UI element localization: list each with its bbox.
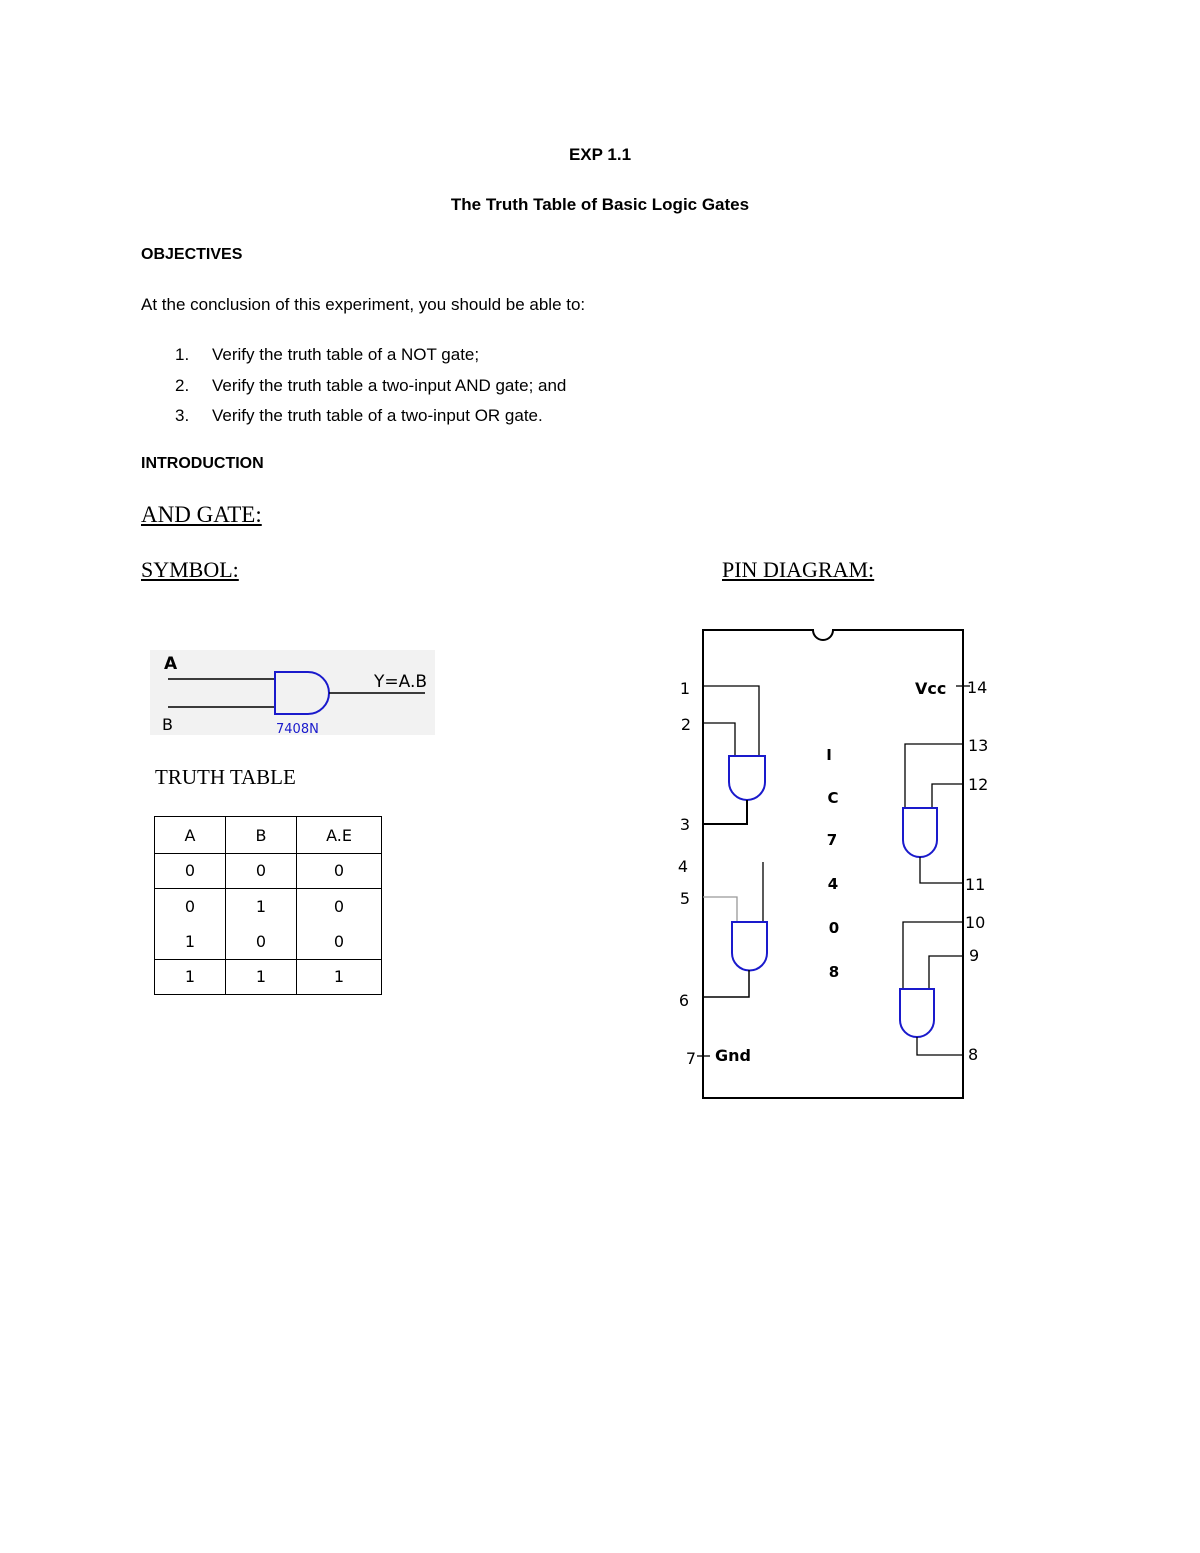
gate-3-body xyxy=(903,808,937,857)
truth-table xyxy=(154,816,382,995)
objective-text: Verify the truth table of a NOT gate; xyxy=(212,345,480,364)
objectives-intro: At the conclusion of this experiment, you should be able to: xyxy=(141,295,586,314)
table-row xyxy=(155,960,382,995)
pin-number: 14 xyxy=(967,678,988,697)
gate-2-body xyxy=(732,922,767,971)
wire-pin-3 xyxy=(703,800,747,824)
left-pin-numbers xyxy=(678,679,696,1068)
objective-item xyxy=(175,406,543,426)
wire-pin-2 xyxy=(703,723,735,756)
objective-number: 1. xyxy=(175,345,190,364)
table-cell-value: 1 xyxy=(255,897,267,916)
table-cell xyxy=(155,889,226,960)
chip-outline xyxy=(703,630,963,1098)
and-gate-heading: AND GATE: xyxy=(141,502,262,527)
pin-diagram xyxy=(670,620,1000,1110)
gate-4-body xyxy=(900,989,934,1037)
table-row-merged xyxy=(155,889,382,960)
introduction-heading: INTRODUCTION xyxy=(141,455,264,472)
pin-number: 12 xyxy=(968,775,989,794)
gate-1-body xyxy=(729,756,765,800)
wire-pin-11 xyxy=(920,857,963,883)
gnd-label: Gnd xyxy=(715,1046,751,1065)
ic-label-char: I xyxy=(826,746,832,764)
pin-number: 4 xyxy=(677,857,689,876)
objective-text: Verify the truth table of a two-input OR gate. xyxy=(212,406,543,425)
gate-1 xyxy=(703,686,765,824)
gate-3 xyxy=(903,744,963,883)
pin-number: 10 xyxy=(965,913,986,932)
symbol-input-a-label: A xyxy=(164,654,178,674)
vcc-label: Vcc xyxy=(915,679,947,698)
objective-item xyxy=(175,345,479,365)
pin-number: 11 xyxy=(965,875,986,894)
table-cell: 0 xyxy=(297,854,382,889)
table-cell: 1 xyxy=(297,960,382,995)
symbol-heading: SYMBOL: xyxy=(141,557,239,582)
table-row xyxy=(155,854,382,889)
symbol-input-b-label: B xyxy=(162,715,173,734)
wire-pin-1 xyxy=(703,686,759,756)
and-gate-symbol xyxy=(150,645,440,740)
pin-number: 13 xyxy=(968,736,989,755)
right-pin-numbers xyxy=(965,678,988,1064)
table-cell: 0 xyxy=(155,854,226,889)
pin-number: 8 xyxy=(968,1045,979,1064)
ic-label xyxy=(826,746,839,981)
ic-label-char: 4 xyxy=(827,875,839,893)
header-cell: B xyxy=(226,817,297,854)
objective-item xyxy=(175,376,566,396)
gate-2 xyxy=(703,862,767,997)
pin-number: 6 xyxy=(678,991,690,1010)
objective-number: 3. xyxy=(175,406,190,425)
pin-number: 1 xyxy=(679,679,691,698)
table-cell-value: 1 xyxy=(184,932,196,951)
table-cell xyxy=(226,889,297,960)
table-cell: 1 xyxy=(155,960,226,995)
wire-pin-9 xyxy=(929,956,963,989)
objectives-heading: OBJECTIVES xyxy=(141,246,243,263)
objective-number: 2. xyxy=(175,376,190,395)
ic-label-char: 7 xyxy=(826,831,838,849)
page-title: EXP 1.1 xyxy=(568,145,632,164)
table-cell-value: 0 xyxy=(184,897,196,916)
table-cell-value: 0 xyxy=(255,932,267,951)
wire-pin-5 xyxy=(703,897,737,922)
page-subtitle: The Truth Table of Basic Logic Gates xyxy=(450,195,750,214)
table-header-row xyxy=(155,817,382,854)
ic-label-char: 0 xyxy=(828,919,840,937)
table-cell-value: 0 xyxy=(333,897,345,916)
gate-4 xyxy=(900,922,963,1055)
pin-diagram-heading: PIN DIAGRAM: xyxy=(722,557,875,582)
table-cell: 0 xyxy=(226,854,297,889)
table-cell: 1 xyxy=(226,960,297,995)
wire-pin-12 xyxy=(932,784,963,808)
wire-pin-8 xyxy=(917,1037,963,1055)
header-cell: A xyxy=(155,817,226,854)
pin-number: 7 xyxy=(685,1049,697,1068)
symbol-output-label: Y=A.B xyxy=(374,672,428,692)
wire-pin-6 xyxy=(703,970,749,997)
pin-number: 2 xyxy=(680,715,692,734)
header-cell: A.E xyxy=(297,817,382,854)
pin-number: 3 xyxy=(679,815,691,834)
truth-table-heading: TRUTH TABLE xyxy=(155,765,296,789)
ic-label-char: 8 xyxy=(828,963,840,981)
symbol-part-label: 7408N xyxy=(276,722,319,737)
objective-text: Verify the truth table a two-input AND gate; and xyxy=(212,376,567,395)
pin-number: 9 xyxy=(969,946,980,965)
ic-label-char: C xyxy=(827,789,839,807)
table-cell-value: 0 xyxy=(333,932,345,951)
wire-pin-13 xyxy=(905,744,963,808)
table-cell xyxy=(297,889,382,960)
pin-number: 5 xyxy=(679,889,691,908)
